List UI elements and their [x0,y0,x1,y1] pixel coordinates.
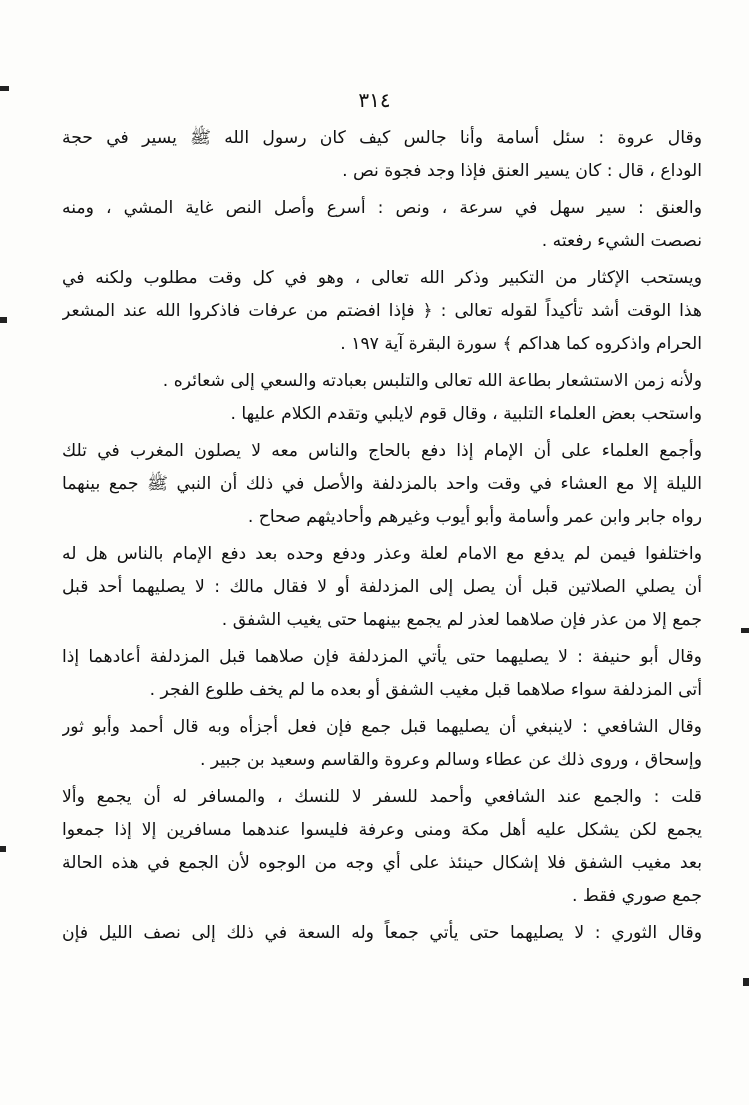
text-line: والعنق : سير سهل في سرعة ، ونص : أسرع وأصل النص غاية المشي ، ومنه [62,198,702,218]
text-line: قلت : والجمع عند الشافعي وأحمد للسفر لا للنسك ، والمسافر له أن يجمع وألا [62,787,702,807]
scan-margin-mark [743,978,749,986]
text-line: ولأنه زمن الاستشعار بطاعة الله تعالى والتلبس بعبادته والسعي إلى شعائره . [162,371,702,391]
text-line: وقال أبو حنيفة : لا يصليهما حتى يأتي المزدلفة فإن صلاهما قبل المزدلفة أعادهما إذا [62,647,702,667]
text-line: أتى المزدلفة سواء صلاهما قبل مغيب الشفق أو بعده ما لم يخف طلوع الفجر . [149,680,702,700]
scan-margin-mark [0,846,6,852]
scan-margin-mark [0,317,7,323]
text-line: نصصت الشيء رفعته . [541,231,702,251]
text-line: يجمع لكن يشكل عليه أهل مكة ومنى وعرفة فليسوا عندهما مسافرين إلا إذا جمعوا [62,820,702,840]
text-line: بعد مغيب الشفق فلا إشكال حينئذ على أي وجه من الوجوه لأن الجمع في هذه الحالة [62,853,702,873]
text-line: الوداع ، قال : كان يسير العنق فإذا وجد فجوة نص . [342,161,702,181]
text-line: وقال الثوري : لا يصليهما حتى يأتي جمعاً وله السعة في ذلك إلى نصف الليل فإن [62,923,702,943]
text-line: ويستحب الإكثار من التكبير وذكر الله تعالى ، وهو في كل وقت مطلوب ولكنه في [62,268,702,288]
text-line: جمع صوري فقط . [571,886,702,906]
text-line: وإسحاق ، وروى ذلك عن عطاء وسالم وعروة والقاسم وسعيد بن جبير . [199,750,702,770]
text-line: هذا الوقت أشد تأكيداً لقوله تعالى : ﴿ فإذا افضتم من عرفات فاذكروا الله عند المشعر [62,301,702,321]
text-line: جمع إلا من عذر فإن صلاهما لعذر لم يجمع بينهما حتى يغيب الشفق . [221,610,702,630]
body-text [62,122,702,950]
page-number: ٣١٤ [358,88,391,112]
text-line: الليلة إلا مع العشاء في وقت واحد بالمزدلفة والأصل في ذلك أن النبي ﷺ جمع بينهما [62,474,702,494]
text-line: رواه جابر وابن عمر وأسامة وأبو أيوب وغيرهم وأحاديثهم صحاح . [247,507,702,527]
text-line: وأجمع العلماء على أن الإمام إذا دفع بالحاج والناس معه لا يصلون المغرب في تلك [62,441,702,461]
text-line: وقال عروة : سئل أسامة وأنا جالس كيف كان رسول الله ﷺ يسير في حجة [62,128,702,148]
text-line: وقال الشافعي : لاينبغي أن يصليهما قبل جمع فإن فعل أجزأه وبه قال أحمد وأبو ثور [62,717,702,737]
text-line: واستحب بعض العلماء التلبية ، وقال قوم لايلبي وتقدم الكلام عليها . [230,404,702,424]
text-line: الحرام واذكروه كما هداكم ﴾ سورة البقرة آية ١٩٧ . [340,334,702,354]
text-line: واختلفوا فيمن لم يدفع مع الامام لعلة وعذر ودفع وحده بعد دفع الإمام بالناس هل له [62,544,702,564]
scan-margin-mark [741,628,749,633]
text-line: أن يصلي الصلاتين قبل أن يصل إلى المزدلفة أو لا فقال مالك : لا يصليهما أحد قبل [62,577,702,597]
